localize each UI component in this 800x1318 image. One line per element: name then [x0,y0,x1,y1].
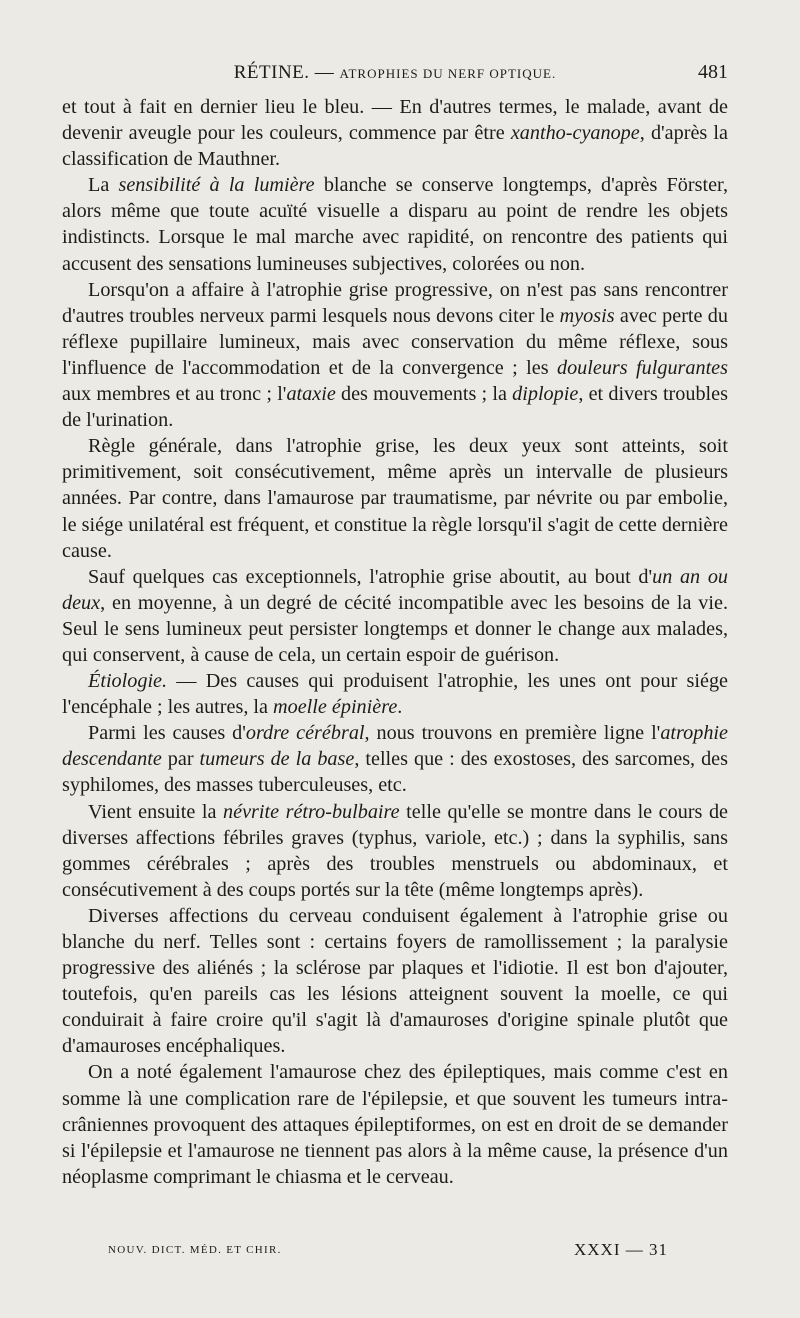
text-run: Lorsqu'on a affaire à l'atrophie grise progressive, on n'est pas sans rencontrer d'autres troubles nerveux parmi lesquels nous devons citer le [62,278,728,327]
italic-run: Étiologie. [88,670,168,693]
paragraph [62,720,728,798]
running-title-dash: — [309,62,340,83]
body-text [62,94,728,1190]
text-run: , nous trouvons en première ligne l' [364,722,661,745]
text-run: avec perte du réflexe pupillaire lumineux, mais avec conservation du même réflexe, sous l'influence de l'accommodation et de la convergence ; les [62,304,728,379]
paragraph [62,564,728,668]
running-title-sub: ATROPHIES DU NERF OPTIQUE. [339,66,557,81]
italic-run: xantho-cyanope [510,122,640,145]
footer-sheet-mark: XXXI — 31 [574,1240,668,1259]
page-footer [108,1240,668,1264]
paragraph [62,668,728,720]
text-run: Sauf quelques cas exceptionnels, l'atrophie grise aboutit, au bout d' [88,565,653,588]
text-run: Parmi les causes d' [88,722,246,745]
text-run: Diverses affections du cerveau conduisent également à l'atrophie grise ou blanche du nerf. Telles sont : certains foyers de ramollissement ; la paralysie progressive des aliénés ; la sclérose par plaques et l'idiotie. Il est bon d'ajouter, toutefois, qu'en pareils cas les lésions atteignent souvent la moelle, ce qui conduirait à faire croire qu'il s'agit là d'amauroses d'origine spinale plutôt que d'amauroses encéphaliques. [62,904,728,1058]
text-run: . [397,696,403,719]
italic-run: ordre cérébral [245,722,365,745]
text-run: et tout à fait en dernier lieu le bleu. — En d'autres termes, le malade, avant de devenir aveugle pour les couleurs, commence par être [62,96,728,145]
italic-run: atrophie descendante [62,722,728,771]
running-header [62,60,728,90]
italic-run: tumeurs de la base [199,748,355,771]
paragraph [62,172,728,276]
paragraph [62,903,728,1060]
text-run: La [88,174,119,197]
text-run: Règle générale, dans l'atrophie grise, les deux yeux sont atteints, soit primitivement, soit consécutivement, même après un intervalle de plusieurs années. Par contre, dans l'amaurose par traumatisme, par névrite ou par embolie, le siége unilatéral est fréquent, et constitue la règle lorsqu'il s'agit de cette dernière cause. [62,435,728,562]
text-run: — Des causes qui produisent l'atrophie, les unes ont pour siége l'encéphale ; les autres, la [62,670,728,719]
paragraph [62,433,728,563]
text-run: , et divers troubles de l'urination. [62,383,728,432]
text-run: , d'après la classification de Mauthner. [62,122,728,171]
text-run: , en moyenne, à un degré de cécité incompatible avec les besoins de la vie. Seul le sens lumineux peut persister longtemps et donner le change aux malades, qui conservent, à cause de cela, un certain espoir de guérison. [62,591,728,666]
text-run: des mouvements ; la [335,383,513,406]
footer-signature: NOUV. DICT. MÉD. ET CHIR. [108,1244,282,1256]
text-run: , telles que : des exostoses, des sarcomes, des syphilomes, des masses tuberculeuses, etc. [62,748,728,797]
italic-run: moelle épinière [273,696,398,719]
italic-run: sensibilité à la lumière [118,174,315,197]
paragraph [62,277,728,434]
italic-run: névrite rétro-bulbaire [223,800,400,823]
text-run: telle qu'elle se montre dans le cours de diverses affections fébriles graves (typhus, variole, etc.) ; dans la syphilis, sans gommes cérébrales ; après des troubles menstruels ou abdominaux, et consécutivement à des coups portés sur la tête (même longtemps après). [62,800,729,901]
italic-run: myosis [559,304,615,327]
text-run: On a noté également l'amaurose chez des épileptiques, mais comme c'est en somme là une complication rare de l'épilepsie, et que souvent les tumeurs intra-crâniennes provoquent des attaques épileptiformes, on est en droit de se demander si l'épilepsie et l'amaurose ne tiennent pas alors à la même cause, la présence d'un néoplasme comprimant le chiasma et le cerveau. [62,1061,728,1188]
page-number: 481 [698,61,728,83]
paragraph [62,799,728,903]
text-run: par [161,748,200,771]
running-title-main: RÉTINE. [233,62,310,83]
italic-run: ataxie [286,383,336,406]
italic-run: un an ou deux [62,565,729,614]
running-title [62,62,728,84]
text-run: blanche se conserve longtemps, d'après Förster, alors même que toute acuïté visuelle a disparu au point de rendre les objets indistincts. Lorsque le mal marche avec rapidité, on rencontre des patients qui accusent des sensations lumineuses subjectives, colorées ou non. [62,174,728,275]
italic-run: douleurs fulgurantes [556,356,729,379]
text-run: aux membres et au tronc ; l' [62,383,287,406]
italic-run: diplopie [512,383,579,406]
paragraph [62,94,728,172]
paragraph [62,1059,728,1189]
text-run: Vient ensuite la [88,800,224,823]
